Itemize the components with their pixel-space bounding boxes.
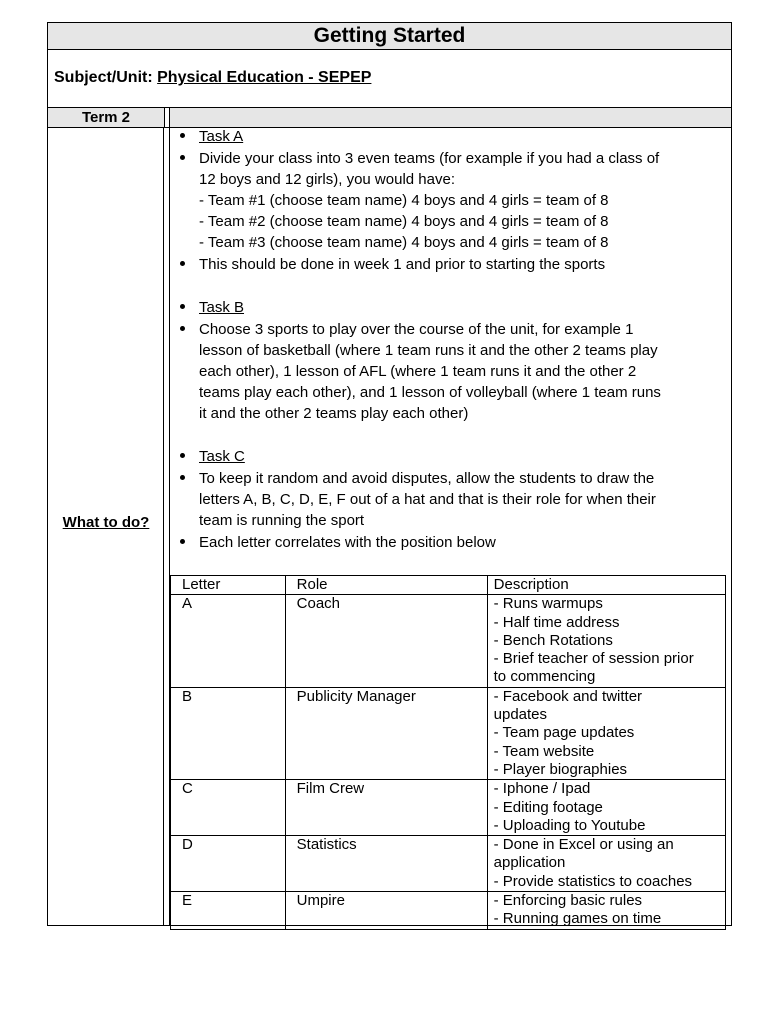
description-line: - Runs warmups xyxy=(493,595,603,613)
instruction-line: Choose 3 sports to play over the course of the unit, for example 1 xyxy=(199,321,634,338)
row-role: Film Crew xyxy=(285,780,487,836)
row-letter: D xyxy=(171,836,286,892)
instruction-line: Each letter correlates with the position below xyxy=(199,534,496,551)
instruction-line: 12 boys and 12 girls), you would have: xyxy=(199,171,455,188)
subject-row xyxy=(48,50,731,108)
subject-value: Physical Education - SEPEP xyxy=(157,69,372,86)
instruction-line: - Team #2 (choose team name) 4 boys and 4 girls = team of 8 xyxy=(199,213,609,230)
row-description xyxy=(487,595,725,687)
bullet-dot xyxy=(180,453,185,458)
description-line: - Uploading to Youtube xyxy=(493,816,646,834)
description-line: - Enforcing basic rules xyxy=(493,892,643,910)
row-description xyxy=(487,892,725,930)
instruction-line: - Team #1 (choose team name) 4 boys and 4 girls = team of 8 xyxy=(199,192,609,209)
table-row xyxy=(171,836,726,892)
row-description xyxy=(487,687,725,779)
term-divider xyxy=(164,108,170,127)
instruction-line: team is running the sport xyxy=(199,512,365,529)
page-title: Getting Started xyxy=(48,23,731,50)
description-line: application xyxy=(493,854,566,872)
row-description xyxy=(487,836,725,892)
table-row xyxy=(171,780,726,836)
bullet-dot xyxy=(180,133,185,138)
description-line: - Team website xyxy=(493,742,595,760)
description-line: - Team page updates xyxy=(493,724,635,742)
row-role: Umpire xyxy=(285,892,487,930)
description-line: - Facebook and twitter xyxy=(493,687,643,705)
table-row xyxy=(171,595,726,687)
instruction-line: it and the other 2 teams play each other) xyxy=(199,405,469,422)
description-line: - Bench Rotations xyxy=(493,631,613,649)
description-line: - Provide statistics to coaches xyxy=(493,872,693,890)
instruction-line: teams play each other), and 1 lesson of volleyball (where 1 team runs xyxy=(199,384,661,401)
instruction-line: letters A, B, C, D, E, F out of a hat and that is their role for when their xyxy=(199,491,656,508)
what-to-do-label: What to do? xyxy=(62,514,150,531)
subject-line xyxy=(54,69,371,87)
row-role: Statistics xyxy=(285,836,487,892)
instruction-line: This should be done in week 1 and prior to starting the sports xyxy=(199,256,606,273)
header-letter: Letter xyxy=(171,576,286,595)
row-role: Publicity Manager xyxy=(285,687,487,779)
term-label: Term 2 xyxy=(81,109,131,126)
bullet-dot xyxy=(180,261,185,266)
header-description: Description xyxy=(487,576,725,595)
table-row xyxy=(171,892,726,930)
task-c-heading: Task C xyxy=(199,448,245,465)
term-row xyxy=(48,108,731,128)
bullet-dot xyxy=(180,326,185,331)
bullet-dot xyxy=(180,475,185,480)
bullet-dot xyxy=(180,155,185,160)
instruction-line: lesson of basketball (where 1 team runs it and the other 2 teams play xyxy=(199,342,658,359)
row-role: Coach xyxy=(285,595,487,687)
description-line: - Running games on time xyxy=(493,910,662,928)
bullet-dot xyxy=(180,304,185,309)
instruction-line: each other), 1 lesson of AFL (where 1 team runs it and the other 2 xyxy=(199,363,637,380)
description-line: - Player biographies xyxy=(493,760,628,778)
description-line: - Iphone / Ipad xyxy=(493,780,591,798)
row-letter: A xyxy=(171,595,286,687)
task-a-heading: Task A xyxy=(199,128,244,145)
description-line: - Half time address xyxy=(493,613,620,631)
header-role: Role xyxy=(285,576,487,595)
table-row xyxy=(171,687,726,779)
roles-table xyxy=(170,575,726,930)
instruction-line: - Team #3 (choose team name) 4 boys and 4 girls = team of 8 xyxy=(199,234,609,251)
left-column xyxy=(48,128,164,925)
description-line: - Done in Excel or using an xyxy=(493,836,674,854)
task-b-heading: Task B xyxy=(199,299,245,316)
row-description xyxy=(487,780,725,836)
description-line: updates xyxy=(493,706,548,724)
row-letter: C xyxy=(171,780,286,836)
subject-label: Subject/Unit: xyxy=(54,69,153,86)
description-line: to commencing xyxy=(493,668,596,686)
row-letter: E xyxy=(171,892,286,930)
description-line: - Editing footage xyxy=(493,798,603,816)
instruction-line: To keep it random and avoid disputes, allow the students to draw the xyxy=(199,470,655,487)
table-header-row xyxy=(171,576,726,595)
description-line: - Brief teacher of session prior xyxy=(493,650,694,668)
row-letter: B xyxy=(171,687,286,779)
instruction-line: Divide your class into 3 even teams (for example if you had a class of xyxy=(199,150,660,167)
bullet-dot xyxy=(180,539,185,544)
